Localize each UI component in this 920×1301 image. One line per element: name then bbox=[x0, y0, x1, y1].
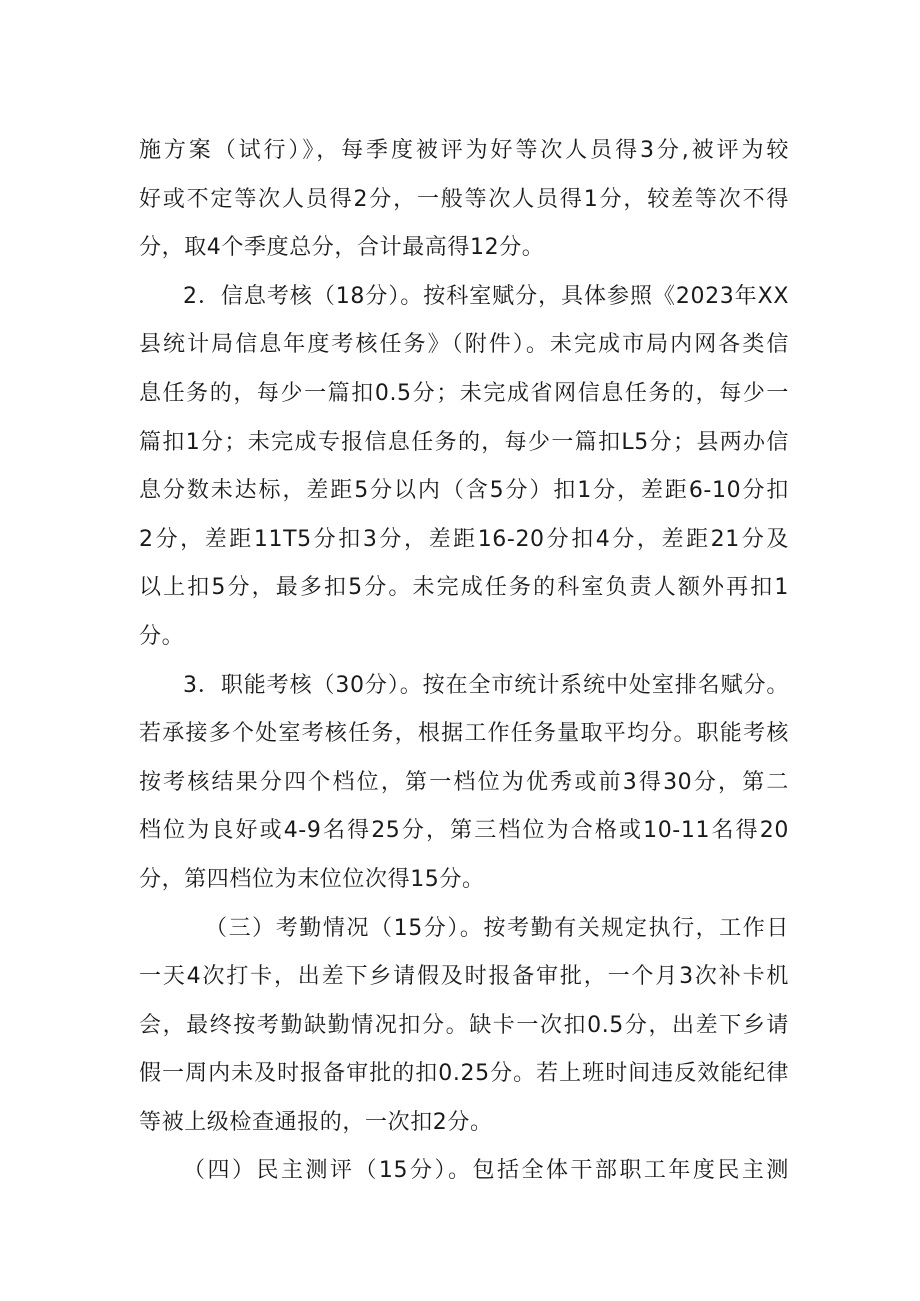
text-line: 若承接多个处室考核任务，根据工作任务量取平均分。职能考核 bbox=[139, 721, 789, 747]
paragraph-attendance bbox=[139, 905, 789, 1148]
text-line: 分。 bbox=[139, 623, 185, 649]
text-line: 2．信息考核（18分）。按科室赋分，具体参照《2023年XX bbox=[183, 283, 789, 309]
text-line: 好或不定等次人员得2分，一般等次人员得1分，较差等次不得 bbox=[139, 186, 789, 212]
text-line: 会，最终按考勤缺勤情况扣分。缺卡一次扣0.5分，出差下乡请 bbox=[139, 1012, 789, 1038]
text-line: 2分，差距11T5分扣3分，差距16-20分扣4分，差距21分及 bbox=[139, 526, 789, 552]
text-line: 假一周内未及时报备审批的扣0.25分。若上班时间违反效能纪律 bbox=[139, 1061, 789, 1087]
text-line: （四）民主测评（15分）。包括全体干部职工年度民主测 bbox=[183, 1158, 789, 1184]
paragraph-function-assessment bbox=[139, 662, 789, 905]
text-line: 篇扣1分；未完成专报信息任务的，每少一篇扣L5分；县两办信 bbox=[139, 429, 789, 455]
text-line: 息任务的，每少一篇扣0.5分；未完成省网信息任务的，每少一 bbox=[139, 380, 789, 406]
text-line: 一天4次打卡，出差下乡请假及时报备审批，一个月3次补卡机 bbox=[139, 964, 789, 990]
text-line: （三）考勤情况（15分）。按考勤有关规定执行，工作日 bbox=[205, 915, 789, 941]
paragraph-democratic-evaluation bbox=[139, 1147, 789, 1196]
text-line: 等被上级检查通报的，一次扣2分。 bbox=[139, 1109, 493, 1135]
text-line: 施方案（试行）》，每季度被评为好等次人员得3分,被评为较 bbox=[139, 138, 789, 163]
text-line: 档位为良好或4-9名得25分，第三档位为合格或10-11名得20 bbox=[139, 818, 789, 844]
text-line: 县统计局信息年度考核任务》（附件）。未完成市局内网各类信 bbox=[139, 332, 789, 358]
text-line: 息分数未达标，差距5分以内（含5分）扣1分，差距6-10分扣 bbox=[139, 478, 789, 504]
text-line: 3．职能考核（30分）。按在全市统计系统中处室排名赋分。 bbox=[183, 672, 789, 698]
text-line: 按考核结果分四个档位，第一档位为优秀或前3得30分，第二 bbox=[139, 769, 789, 795]
paragraph-quarterly-evaluation bbox=[139, 127, 789, 273]
document-body bbox=[139, 127, 789, 1196]
text-line: 分，第四档位为末位位次得15分。 bbox=[139, 866, 485, 892]
text-line: 以上扣5分，最多扣5分。未完成任务的科室负责人额外再扣1 bbox=[139, 575, 789, 601]
paragraph-information-assessment bbox=[139, 273, 789, 662]
text-line: 分，取4个季度总分，合计最高得12分。 bbox=[139, 235, 545, 261]
